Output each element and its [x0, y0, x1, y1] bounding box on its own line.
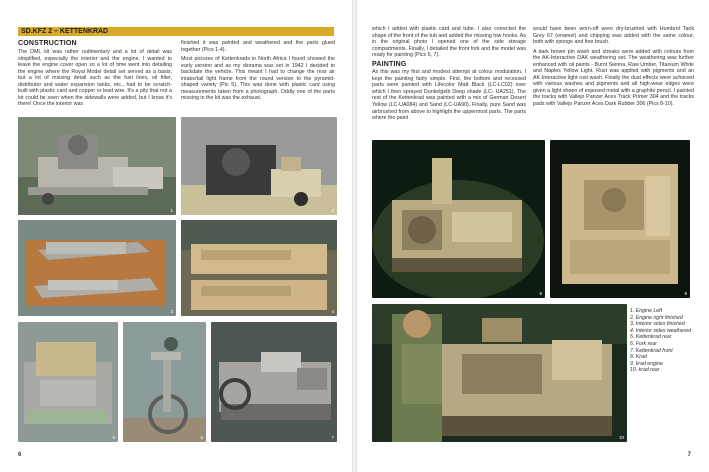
kettenkrad-rear-image — [18, 322, 118, 442]
exhaust-text: which I added with plastic card and tube. I also corrected the shape of the front of the tub and added the missing tow hooks. As in the original photo I opened one of the side storage compartments. Finally, I detailed the front fork and the model was ready for painting (Pics 6, 7). — [372, 26, 526, 59]
photo-captions — [630, 308, 706, 374]
krad-rear-image — [372, 304, 627, 442]
photo-number: 8 — [539, 291, 542, 296]
caption-item: 4. Interior sides weathered — [630, 327, 692, 334]
kettenkrad-front-image — [211, 322, 337, 442]
right-page — [357, 0, 709, 472]
photo-number: 5 — [112, 435, 115, 440]
page-number-left: 6 — [18, 452, 22, 458]
photo-number: 10 — [618, 435, 624, 440]
photo-4-interior-weathered — [181, 220, 337, 316]
painting-heading: PAINTING — [372, 60, 407, 68]
right-column-1 — [372, 26, 526, 134]
caption-item: 3. Interior sides finished — [630, 321, 685, 328]
interior-weathered-image — [181, 220, 337, 316]
photo-7-kettenkrad-front — [211, 322, 337, 442]
photo-9-krad-engine — [550, 140, 690, 298]
painting-text: As this was my first and modest attempt at colour modulation, I kept the painting fairly simple. First, the bottom and recessed parts were painted with Lifecolor Matt Black (LC-LC02) over which I then sprayed Dunkelgelb Deep shade (LC- UA251). The rest of the Kettenkrad was painted with a mix of German Desert Yellow (LC-UA084) and Sand (LC-UA90). Finally, pure Sand was airbrushed from above to highlight the uppermost parts. The parts where the paint — [372, 69, 526, 122]
photo-8-krad — [372, 140, 545, 298]
photo-10-krad-rear — [372, 304, 627, 442]
photo-6-fork-rear — [123, 322, 206, 442]
right-column-2 — [533, 26, 694, 134]
photo-number: 6 — [200, 435, 203, 440]
weathering-text: A dark brown pin wash and streaks were added with colours from the AK-Interactive DAK weathering set. The weathering was further enhanced with oil paints - Burnt Sienna, Raw Umber, Titanium White and Naples Yellow Light. Rust was applied with pigments and an AK-Interactive light rust wash. Finally the dust effects were achieved with various washes and pigments and all high-wear edges were given a light sheen of exposed metal with a graphite pencil. I painted the tracks with Vallejo Panzer Aces Track Primer 304 and the tracks pads with Vallejo Panzer Aces Dark Rubber 306 (Pics 8-10). — [533, 48, 694, 108]
photo-number: 9 — [684, 291, 687, 296]
photo-1-engine-left — [18, 117, 176, 215]
caption-item: 10. krad rear — [630, 367, 660, 374]
left-column-2 — [181, 40, 335, 116]
article-banner: SD.KFZ 2 – KETTENKRAD — [18, 27, 334, 36]
caption-item: 8. Krad — [630, 354, 647, 361]
photo-number: 4 — [331, 309, 334, 314]
caption-item: 2. Engine right finished — [630, 314, 683, 321]
construction-text-cont: finished it was painted and weathered and the parts glued together (Pics 1-4). — [181, 40, 335, 53]
engine-right-image — [181, 117, 337, 215]
krad-image — [372, 140, 545, 298]
photo-number: 7 — [331, 435, 334, 440]
photo-number: 2 — [331, 208, 334, 213]
engine-left-image — [18, 117, 176, 215]
krad-engine-image — [550, 140, 690, 298]
fork-rear-image — [123, 322, 206, 442]
caption-item: 1. Engine Left — [630, 308, 663, 314]
backdate-text: Most pictures of Kettenkrads in North Africa I found showed the early version and as my diorama was set in 1942 I decided to backdate the vehicle. This meant I had to change the rear air intake/tail light frame from the round version to the pyramid-shaped variety (Pic 5). This was done with plastic card using measurements taken from a photograph. Oddly one of the parts missing in the kit was the exhaust, — [181, 56, 335, 102]
page-number-right: 7 — [687, 452, 691, 458]
photo-3-interior-sides — [18, 220, 176, 316]
photo-5-kettenkrad-rear — [18, 322, 118, 442]
interior-sides-image — [18, 220, 176, 316]
chipping-text: would have been worn-off were dry-brushed with Humbrol Tank Grey 67 (enamel) and chipping was added with the same colour, both with sponge and fine brush. — [533, 26, 694, 46]
photo-number: 3 — [170, 309, 173, 314]
left-page — [0, 0, 352, 472]
construction-heading: CONSTRUCTION — [18, 40, 77, 47]
photo-number: 1 — [170, 208, 173, 213]
construction-text: The DML kit was rather rudimentary and a lot of detail was simplified, especially the interior and the engine. I wanted to leave the engine cover open so a lot of time went into detailing the engine where the Royal Model detail set served as a basis, but a lot of missing detail such as the fuel lines, oil filter, distributor and water expansion tanks, etc., had to be scratch-built with plastic card and copper or lead wire. It's a pity that not a lot could be seen when the sidewalls were added, but I know it's there! Once the interior was — [18, 49, 172, 108]
caption-item: 7. Kettenkrad front — [630, 347, 673, 354]
caption-item: 9. krad engine — [630, 360, 663, 367]
left-column-1 — [18, 49, 172, 115]
caption-item: 5. Kettenkrad rear — [630, 334, 672, 341]
caption-item: 6. Fork rear — [630, 340, 657, 347]
photo-2-engine-right — [181, 117, 337, 215]
